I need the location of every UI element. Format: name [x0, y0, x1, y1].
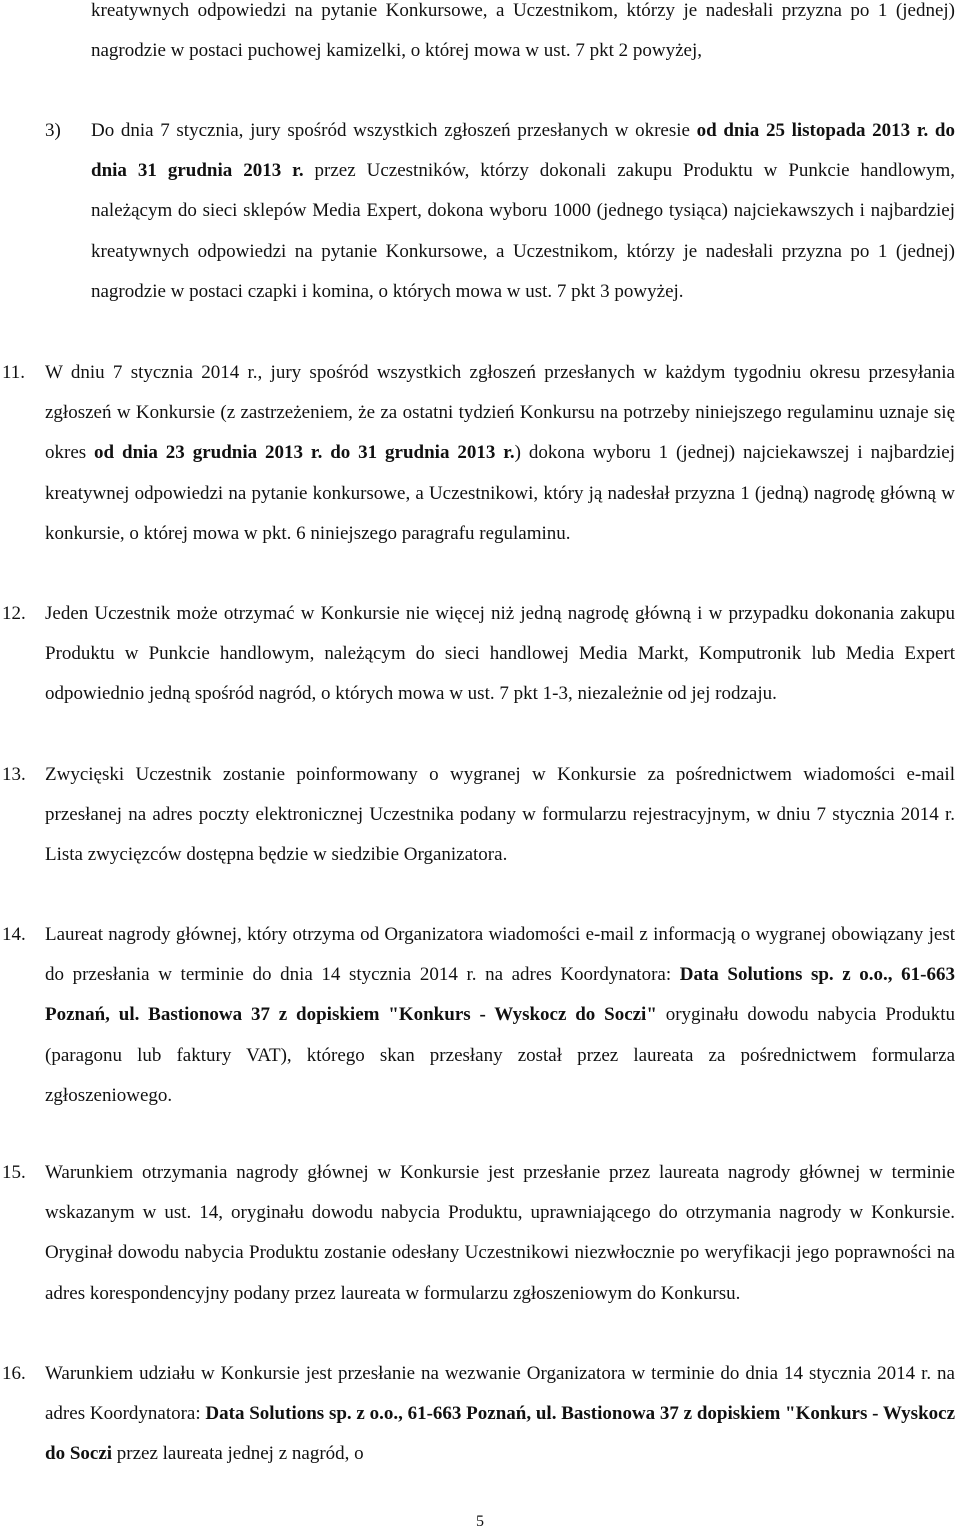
paragraph-number-12: 12.: [2, 603, 26, 624]
subitem-3: Do dnia 7 stycznia, jury spośród wszystkich zgłoszeń przesłanych w okresie od dnia 25 listopada 2013 r. do dnia 31 grudnia 2013 r. przez Uczestników, którzy dokonali zakupu Produktu w Punkcie handlowym, należącym do sieci sklepów Media Expert, dokona wyboru 1000 (jednego tysiąca) najciekawszych i najbardziej kreatywnych odpowiedzi na pytanie Konkursowe, a Uczestnikom, którzy je nadesłali przyzna po 1 (jednej) nagrodzie w postaci czapki i komina, o których mowa w ust. 7 pkt 3 powyżej.: [91, 120, 955, 302]
paragraph-15: Warunkiem otrzymania nagrody głównej w Konkursie jest przesłanie przez laureata nagrody głównej w terminie wskazanym w ust. 14, oryginału dowodu nabycia Produktu, uprawniającego do otrzymania nagrody w Konkursie. Oryginał dowodu nabycia Produktu zostanie odesłany Uczestnikowi niezwłocznie po weryfikacji jego poprawności na adres korespondencyjny podany przez laureata w formularzu zgłoszeniowym do Konkursu.: [45, 1162, 955, 1304]
continued-paragraph: kreatywnych odpowiedzi na pytanie Konkursowe, a Uczestnikom, którzy je nadesłali przyzna po 1 (jednej) nagrodzie w postaci puchowej kamizelki, o której mowa w ust. 7 pkt 2 powyżej,: [91, 0, 955, 62]
paragraph-number-11: 11.: [2, 362, 26, 383]
paragraph-number-16: 16.: [2, 1363, 26, 1384]
paragraph-14: Laureat nagrody głównej, który otrzyma od Organizatora wiadomości e-mail z informacją o wygranej obowiązany jest do przesłania w terminie do dnia 14 stycznia 2014 r. na adres Koordynatora: Data Solutions sp. z o.o., 61-663 Poznań, ul. Bastionowa 37 z dopiskiem "Konkurs - Wyskocz do Soczi" oryginału dowodu nabycia Produktu (paragonu lub faktury VAT), którego skan przesłany został przez laureata za pośrednictwem formularza zgłoszeniowego.: [45, 924, 955, 1106]
page-number: 5: [476, 1513, 484, 1530]
paragraph-number-15: 15.: [2, 1162, 26, 1183]
paragraph-11: W dniu 7 stycznia 2014 r., jury spośród wszystkich zgłoszeń przesłanych w każdym tygodniu okresu przesyłania zgłoszeń w Konkursie (z zastrzeżeniem, że za ostatni tydzień Konkursu na potrzeby niniejszego regulaminu uznaje się okres od dnia 23 grudnia 2013 r. do 31 grudnia 2013 r.) dokona wyboru 1 (jednej) najciekawszej i najbardziej kreatywnej odpowiedzi na pytanie konkursowe, a Uczestnikowi, który ją nadesłał przyzna 1 (jedną) nagrodę główną w konkursie, o której mowa w pkt. 6 niniejszego paragrafu regulaminu.: [45, 362, 955, 544]
paragraph-number-14: 14.: [2, 924, 26, 945]
paragraph-number-13: 13.: [2, 764, 26, 785]
paragraph-12: Jeden Uczestnik może otrzymać w Konkursie nie więcej niż jedną nagrodę główną i w przypadku dokonania zakupu Produktu w Punkcie handlowym, należącym do sieci handlowej Media Markt, Komputronik lub Media Expert odpowiednio jedną spośród nagród, o których mowa w ust. 7 pkt 1-3, niezależnie od jej rodzaju.: [45, 603, 955, 705]
subitem-number: 3): [45, 120, 61, 141]
paragraph-13: Zwycięski Uczestnik zostanie poinformowany o wygranej w Konkursie za pośrednictwem wiadomości e-mail przesłanej na adres poczty elektronicznej Uczestnika podany w formularzu rejestracyjnym, w dniu 7 stycznia 2014 r. Lista zwycięzców dostępna będzie w siedzibie Organizatora.: [45, 764, 955, 866]
paragraph-16: Warunkiem udziału w Konkursie jest przesłanie na wezwanie Organizatora w terminie do dnia 14 stycznia 2014 r. na adres Koordynatora: Data Solutions sp. z o.o., 61-663 Poznań, ul. Bastionowa 37 z dopiskiem "Konkurs - Wyskocz do Soczi przez laureata jednej z nagród, o: [45, 1363, 955, 1465]
